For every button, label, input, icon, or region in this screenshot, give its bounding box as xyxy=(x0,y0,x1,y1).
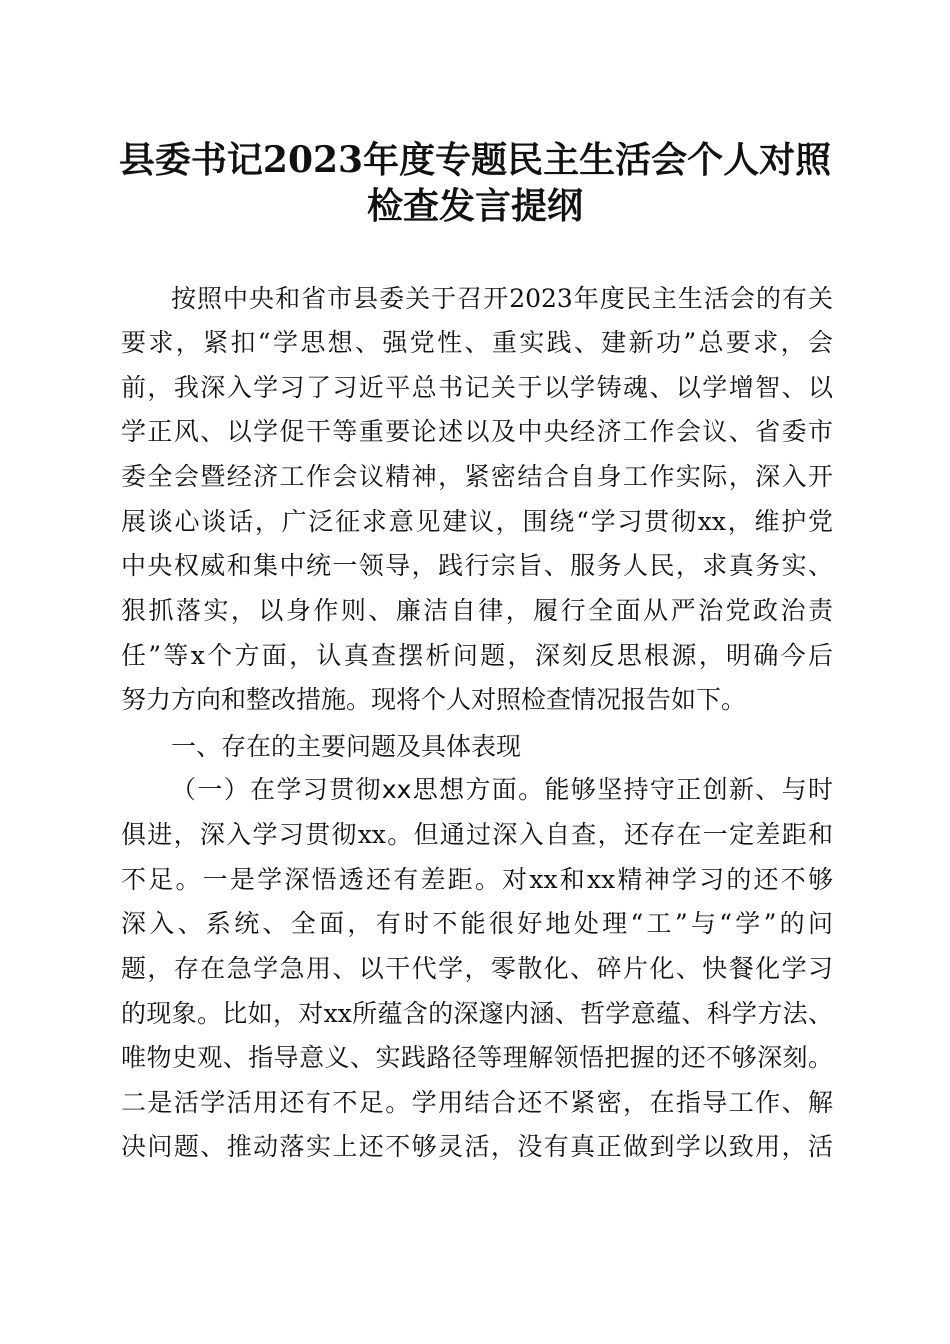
section-heading: 一、存在的主要问题及具体表现 xyxy=(171,732,522,761)
intro-paragraph-line: 狠抓落实，以身作则、廉洁自律，履行全面从严治党政治责 xyxy=(121,596,833,625)
intro-paragraph-line: 任”等x个方面，认真查摆析问题，深刻反思根源，明确今后 xyxy=(121,641,833,670)
subsection-paragraph-line: 二是活学活用还有不足。学用结合还不紧密，在指导工作、解 xyxy=(121,1088,833,1117)
intro-paragraph-line: 按照中央和省市县委关于召开2023年度民主生活会的有关 xyxy=(171,284,833,313)
subsection-paragraph-line: 唯物史观、指导意义、实践路径等理解领悟把握的还不够深刻。 xyxy=(121,1043,833,1072)
subsection-paragraph-line: 俱进，深入学习贯彻xx。但通过深入自查，还存在一定差距和 xyxy=(121,820,833,849)
intro-paragraph-line: 要求，紧扣“学思想、强党性、重实践、建新功”总要求，会 xyxy=(121,328,833,357)
subsection-heading: （一）在学习贯彻xx思想方面。 xyxy=(171,775,545,804)
subsection-paragraph-line: 不足。一是学深悟透还有差距。对xx和xx精神学习的还不够 xyxy=(121,865,833,894)
intro-paragraph-line: 前，我深入学习了习近平总书记关于以学铸魂、以学增智、以 xyxy=(121,373,833,402)
document-title-line-2: 检查发言提纲 xyxy=(366,185,583,227)
subsection-first-line xyxy=(171,768,833,812)
subsection-first-line-text: 能够坚持守正创新、与时 xyxy=(544,775,833,804)
subsection-paragraph-line: 的现象。比如，对xx所蕴含的深邃内涵、哲学意蕴、科学方法、 xyxy=(121,999,833,1028)
intro-paragraph-line: 展谈心谈话，广泛征求意见建议，围绕“学习贯彻xx，维护党 xyxy=(121,507,833,536)
subsection-paragraph-line: 深入、系统、全面，有时不能很好地处理“工”与“学”的问 xyxy=(121,909,833,938)
document-title-line-1: 县委书记2023年度专题民主生活会个人对照 xyxy=(118,139,832,181)
intro-paragraph-line: 努力方向和整改措施。现将个人对照检查情况报告如下。 xyxy=(121,685,747,714)
subsection-paragraph-line: 题，存在急学急用、以干代学，零散化、碎片化、快餐化学习 xyxy=(121,954,833,983)
subsection-paragraph-line: 决问题、推动落实上还不够灵活，没有真正做到学以致用，活 xyxy=(121,1132,833,1161)
intro-paragraph-line: 委全会暨经济工作会议精神，紧密结合自身工作实际，深入开 xyxy=(121,462,833,491)
intro-paragraph-line: 中央权威和集中统一领导，践行宗旨、服务人民，求真务实、 xyxy=(121,551,833,580)
intro-paragraph-line: 学正风、以学促干等重要论述以及中央经济工作会议、省委市 xyxy=(121,417,833,446)
